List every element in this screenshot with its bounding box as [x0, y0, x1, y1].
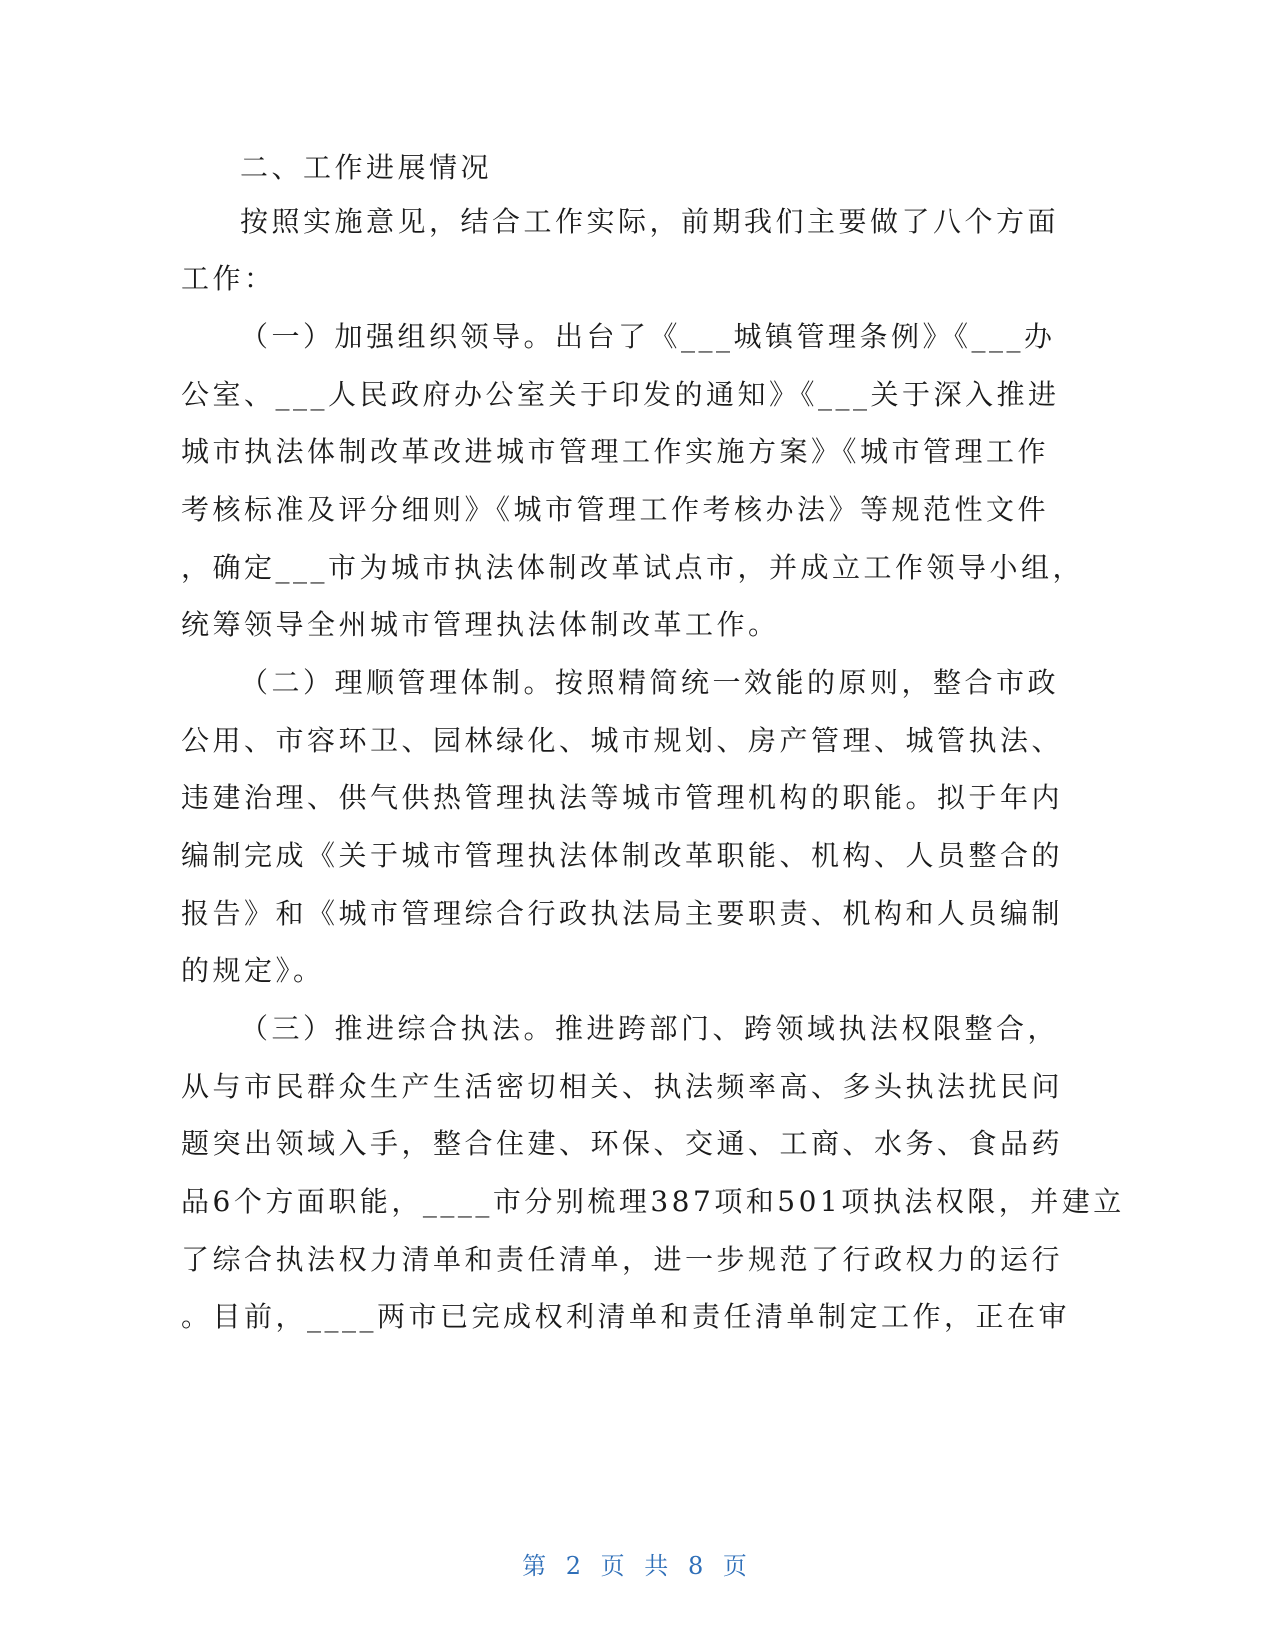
paragraph-line: 考核标准及评分细则》《城市管理工作考核办法》等规范性文件 [181, 493, 1050, 526]
paragraph-line: （一）加强组织领导。出台了《___城镇管理条例》《___办 [240, 320, 1056, 353]
paragraph-line: 按照实施意见，结合工作实际，前期我们主要做了八个方面 [240, 205, 1060, 238]
paragraph-line: 统筹领导全州城市管理执法体制改革工作。 [181, 608, 780, 641]
paragraph-line: 报告》和《城市管理综合行政执法局主要职责、机构和人员编制 [181, 897, 1064, 930]
paragraph-line: 了综合执法权力清单和责任清单，进一步规范了行政权力的运行 [181, 1243, 1064, 1276]
paragraph-line: 城市执法体制改革改进城市管理工作实施方案》《城市管理工作 [181, 435, 1050, 468]
paragraph-line: 。目前，____两市已完成权利清单和责任清单制定工作，正在审 [181, 1300, 1071, 1333]
paragraph-line: ，确定___市为城市执法体制改革试点市，并成立工作领导小组， [181, 551, 1085, 584]
paragraph-line: （二）理顺管理体制。按照精简统一效能的原则，整合市政 [240, 666, 1060, 699]
page-number-footer: 第 2 页 共 8 页 [522, 1552, 753, 1580]
paragraph-line: 工作： [181, 262, 276, 295]
paragraph-line: 编制完成《关于城市管理执法体制改革职能、机构、人员整合的 [181, 839, 1064, 872]
paragraph-line: （三）推进综合执法。推进跨部门、跨领域执法权限整合， [240, 1012, 1060, 1045]
paragraph-line: 从与市民群众生产生活密切相关、执法频率高、多头执法扰民问 [181, 1070, 1064, 1103]
paragraph-line: 违建治理、供气供热管理执法等城市管理机构的职能。拟于年内 [181, 781, 1064, 814]
paragraph-line: 公室、___人民政府办公室关于印发的通知》《___关于深入推进 [181, 378, 1060, 411]
paragraph-line: 品6个方面职能，____市分别梳理387项和501项执法权限，并建立 [181, 1185, 1125, 1218]
section-heading: 二、工作进展情况 [240, 151, 493, 184]
paragraph-line: 的规定》。 [181, 954, 325, 987]
paragraph-line: 公用、市容环卫、园林绿化、城市规划、房产管理、城管执法、 [181, 724, 1064, 757]
paragraph-line: 题突出领域入手，整合住建、环保、交通、工商、水务、食品药 [181, 1127, 1064, 1160]
